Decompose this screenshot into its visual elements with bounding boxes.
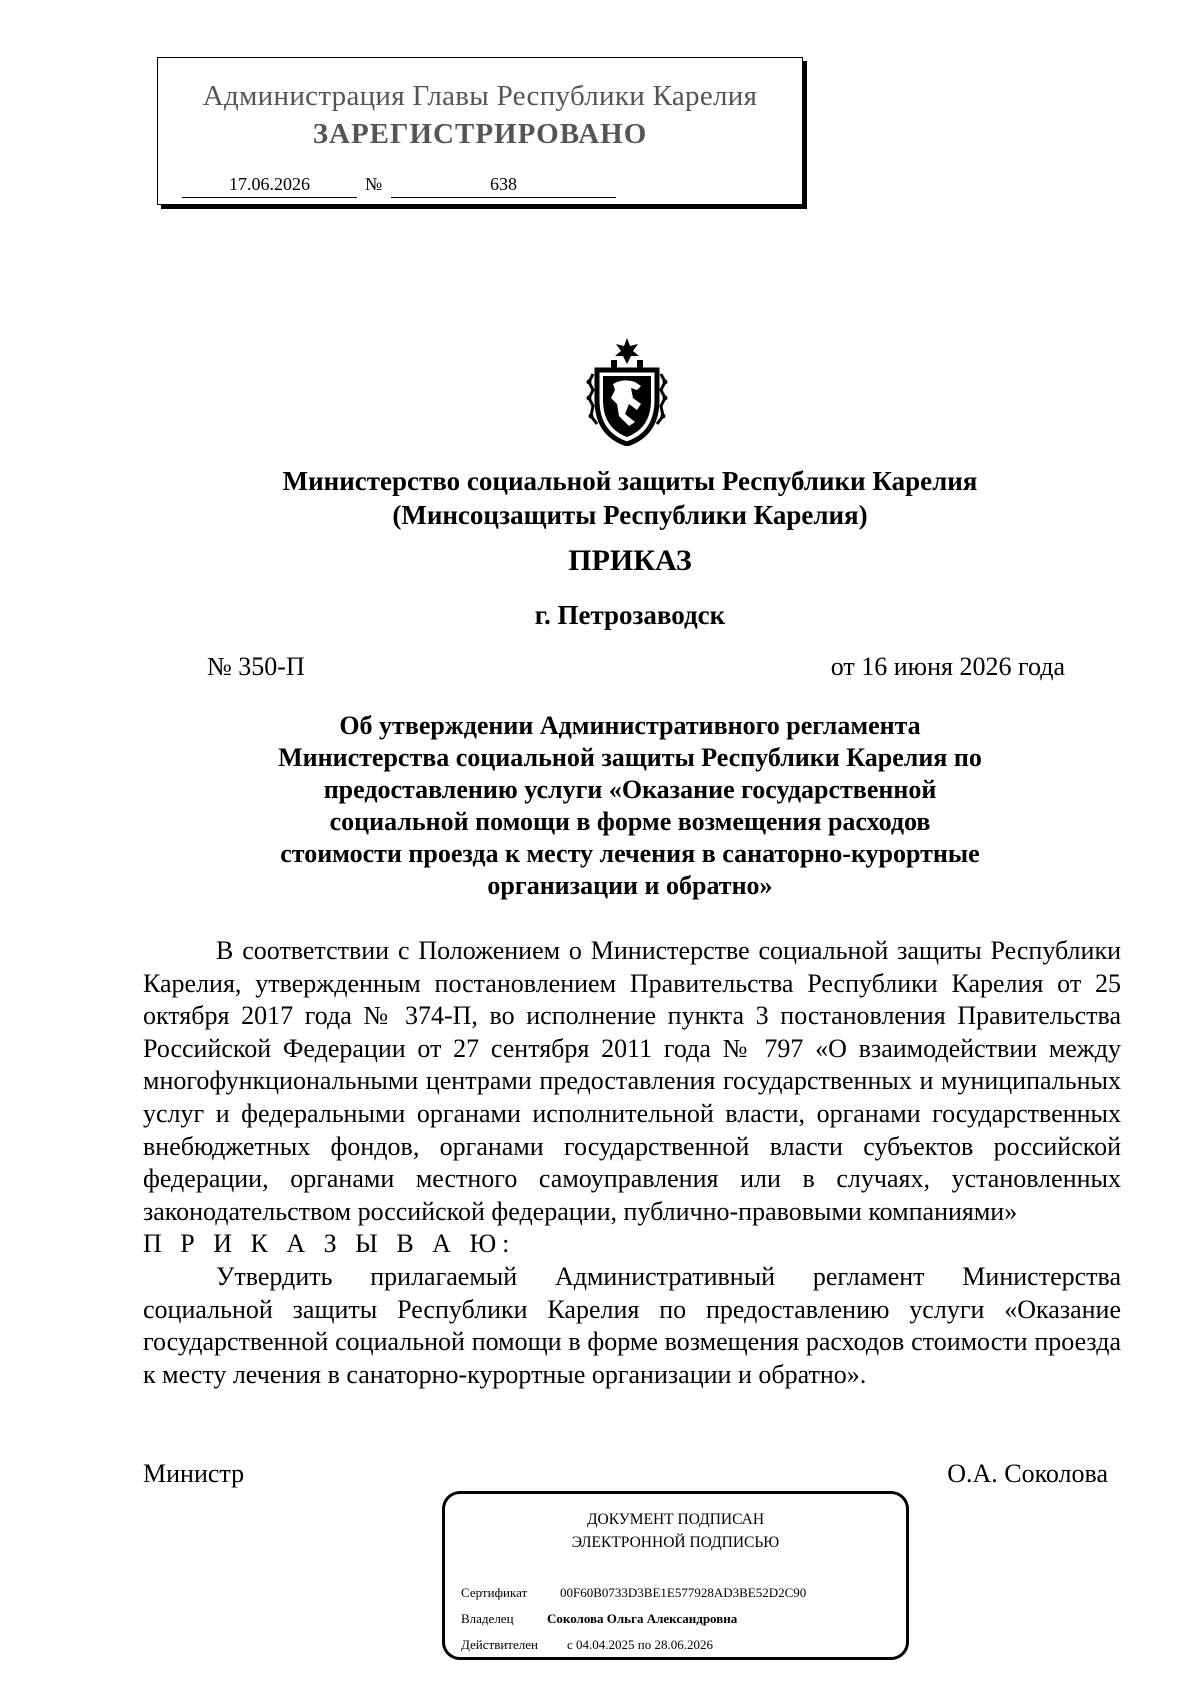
registration-date: 17.06.2026 [182, 173, 357, 198]
subject-line: стоимости проезда к месту лечения в санаторно-курортные [280, 839, 980, 868]
order-date: от 16 июня 2026 года [830, 652, 1065, 681]
subject-line: Об утверждении Административного регламента [339, 711, 921, 740]
registration-organization: Администрация Главы Республики Карелия [202, 80, 758, 112]
esig-certificate-value: 00F60B0733D3BE1E577928AD3BE52D2C90 [560, 1585, 807, 1600]
registration-number-label: № [365, 174, 383, 194]
ministry-name-line2: (Минсоцзащиты Республики Карелия) [392, 500, 868, 530]
body-paragraph-preamble: В соответствии с Положением о Министерстве социальной защиты Республики Карелия, утвержденным постановлением Правительства Республики Карелия от 25 октября 2017 года № 374-П, во исполнение пункта 3 постановления Правительства Российской Федерации от 27 сентября 2011 года № 797 «О взаимодействии между многофункциональными центрами предоставления государственных и муниципальных услуг и федеральными органами исполнительной власти, органами государственных внебюджетных фондов, органами государственной власти субъектов российской федерации, органами местного самоуправления или в случаях, установленных законодательством российской федерации, публично-правовыми компаниями» [143, 936, 1121, 1226]
ministry-name [0, 464, 1200, 532]
signatory-title: Министр [143, 1459, 245, 1488]
coat-of-arms-icon [583, 338, 671, 446]
registration-number: 638 [391, 173, 616, 198]
esig-heading-line1: ДОКУМЕНТ ПОДПИСАН [586, 1511, 765, 1528]
city: г. Петрозаводск [534, 600, 726, 630]
ministry-name-line1: Министерство социальной защиты Республики Карелия [282, 466, 978, 496]
esig-owner-label: Владелец [461, 1611, 514, 1626]
order-directive-word: П Р И К А З Ы В А Ю: [143, 1229, 516, 1259]
registration-status: ЗАРЕГИСТРИРОВАНО [312, 118, 648, 150]
esig-certificate-row [461, 1585, 806, 1601]
esig-owner-row [461, 1611, 737, 1627]
subject-line: Министерства социальной защиты Республики Карелия по [278, 743, 982, 772]
esig-validity-row [461, 1637, 713, 1653]
order-number: № 350-П [207, 652, 305, 681]
signatory-name: О.А. Соколова [947, 1459, 1108, 1488]
subject-line: социальной помощи в форме возмещения расходов [329, 807, 931, 836]
body-paragraph-directive: Утвердить прилагаемый Административный регламент Министерства социальной защиты Республики Карелия по предоставлению услуги «Оказание государственной социальной помощи в форме возмещения расходов стоимости проезда к месту лечения в санаторно-курортные организации и обратно». [143, 1261, 1121, 1389]
esig-heading-line2: ЭЛЕКТРОННОЙ ПОДПИСЬЮ [571, 1534, 780, 1551]
registration-stamp [157, 57, 803, 205]
document-type: ПРИКАЗ [568, 544, 692, 577]
esig-owner-value: Соколова Ольга Александровна [547, 1611, 738, 1626]
subject-line: предоставлению услуги «Оказание государственной [323, 775, 937, 804]
esig-validity-value: с 04.04.2025 по 28.06.2026 [567, 1637, 713, 1652]
order-subject [200, 710, 1060, 902]
electronic-signature-stamp [442, 1491, 909, 1660]
subject-line: организации и обратно» [487, 871, 773, 900]
esig-certificate-label: Сертификат [461, 1585, 528, 1600]
order-body [143, 935, 1121, 1391]
esig-validity-label: Действителен [461, 1637, 538, 1652]
